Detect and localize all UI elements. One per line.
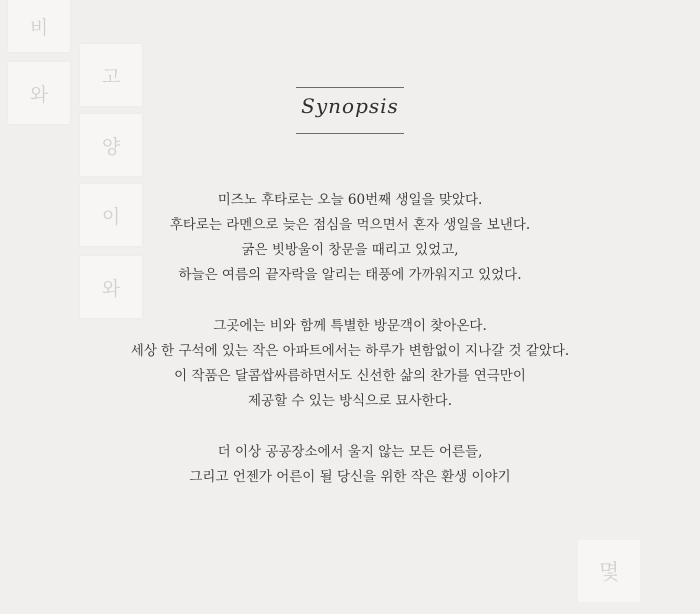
synopsis-paragraph	[0, 314, 700, 414]
synopsis-line: 세상 한 구석에 있는 작은 아파트에서는 하루가 변함없이 지나갈 것 같았다.	[130, 343, 570, 359]
title-tile-2: 와	[8, 62, 70, 124]
corner-tile: 몇	[578, 540, 640, 602]
synopsis-line: 이 작품은 달콤쌉싸름하면서도 신선한 삶의 찬가를 연극만이	[174, 368, 526, 384]
synopsis-body	[0, 188, 700, 516]
synopsis-paragraph	[0, 440, 700, 490]
synopsis-line: 제공할 수 있는 방식으로 묘사한다.	[247, 393, 453, 409]
synopsis-line: 하늘은 여름의 끝자락을 알리는 태풍에 가까워지고 있었다.	[178, 267, 522, 283]
synopsis-line: 굵은 빗방울이 창문을 때리고 있었고,	[241, 242, 459, 258]
title-tile-1: 비	[8, 0, 70, 52]
heading-rule-top	[296, 87, 404, 88]
heading-rule-bottom	[296, 133, 404, 134]
title-tile-4: 양	[80, 114, 142, 176]
synopsis-line: 그리고 언젠가 어른이 될 당신을 위한 작은 환생 이야기	[189, 469, 511, 485]
synopsis-line: 미즈노 후타로는 오늘 60번째 생일을 맞았다.	[217, 192, 483, 208]
title-tile-6: 와	[80, 256, 142, 318]
synopsis-line: 그곳에는 비와 함께 특별한 방문객이 찾아온다.	[213, 318, 487, 334]
title-tile-3: 고	[80, 44, 142, 106]
synopsis-line: 더 이상 공공장소에서 울지 않는 모든 어른들,	[217, 444, 483, 460]
title-tile-5: 이	[80, 184, 142, 246]
synopsis-paragraph	[0, 188, 700, 288]
synopsis-line: 후타로는 라멘으로 늦은 점심을 먹으면서 혼자 생일을 보낸다.	[169, 217, 531, 233]
section-heading: Synopsis	[301, 94, 399, 118]
